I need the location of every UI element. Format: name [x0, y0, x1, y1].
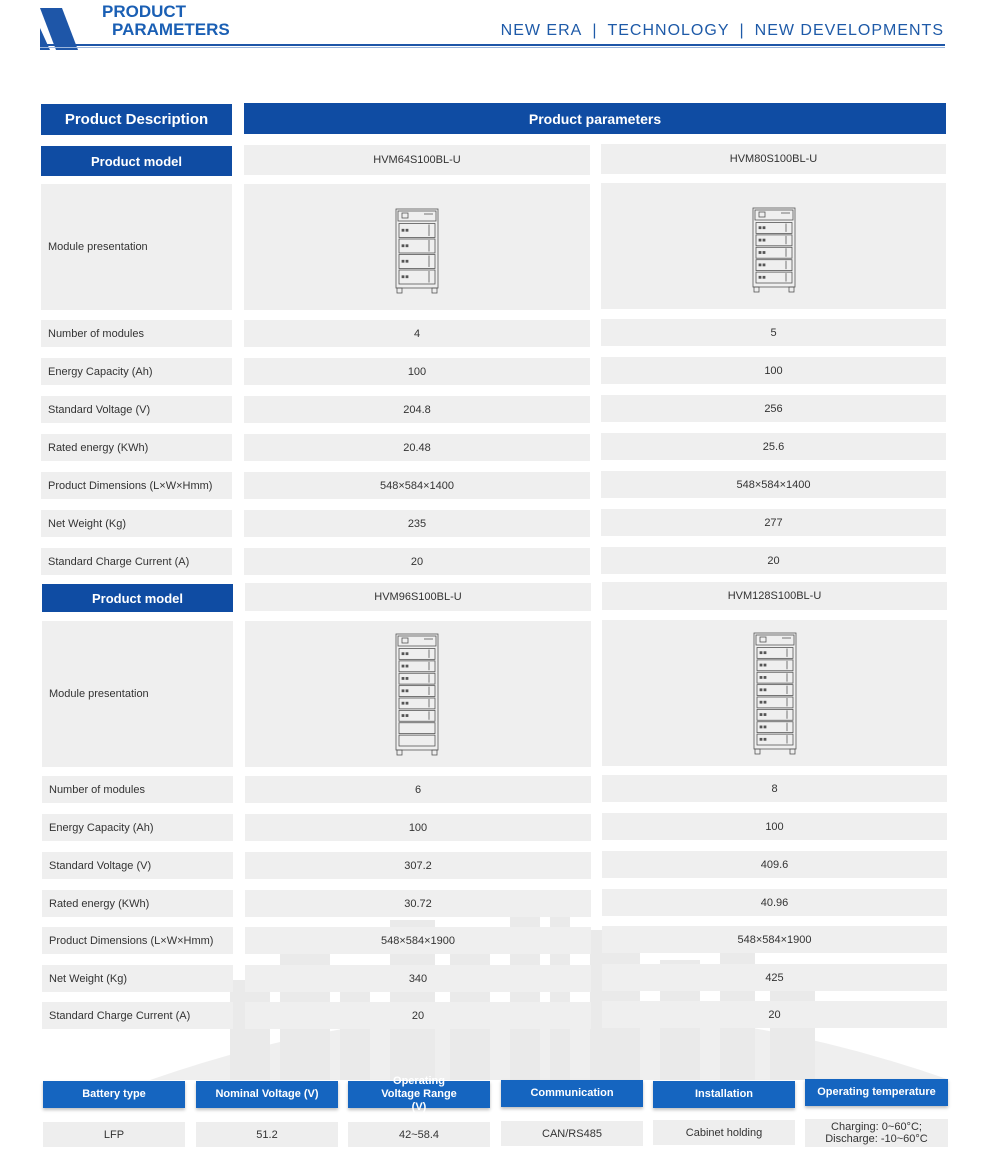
nominal-voltage-head: Nominal Voltage (V): [196, 1081, 338, 1108]
capacity-value: 100: [244, 358, 590, 385]
battery-type-value: LFP: [43, 1122, 185, 1147]
current-value: 20: [244, 548, 590, 575]
header-tagline: [501, 22, 944, 40]
capacity-value: 100: [601, 357, 946, 384]
product-model-label: Product model: [42, 584, 233, 612]
product-model-value: HVM80S100BL-U: [601, 144, 946, 174]
weight-value: 340: [245, 965, 591, 992]
operating-temperature-head: Operating temperature: [805, 1079, 948, 1106]
weight-label: Net Weight (Kg): [42, 965, 233, 992]
voltage-label: Standard Voltage (V): [42, 852, 233, 879]
tag-separator: |: [739, 22, 745, 39]
dimensions-value: 548×584×1900: [245, 927, 591, 954]
energy-value: 20.48: [244, 434, 590, 461]
title-line-2: PARAMETERS: [112, 20, 230, 39]
modules-label: Number of modules: [42, 776, 233, 803]
tag-new-era: NEW ERA: [500, 22, 583, 39]
header-divider: [40, 44, 945, 46]
product-model-value: HVM64S100BL-U: [244, 145, 590, 175]
battery-type-head: Battery type: [43, 1081, 185, 1108]
capacity-value: 100: [602, 813, 947, 840]
weight-value: 277: [601, 509, 946, 536]
energy-value: 30.72: [245, 890, 591, 917]
product-model-value: HVM128S100BL-U: [602, 582, 947, 610]
current-value: 20: [245, 1002, 591, 1029]
weight-label: Net Weight (Kg): [41, 510, 232, 537]
operating-temperature-value: Charging: 0~60°C; Discharge: -10~60°C: [805, 1119, 948, 1147]
weight-value: 235: [244, 510, 590, 537]
voltage-value: 307.2: [245, 852, 591, 879]
weight-value: 425: [602, 964, 947, 991]
modules-value: 6: [245, 776, 591, 803]
operating-voltage-head: Operating Voltage Range (V): [348, 1081, 490, 1108]
battery-cabinet-4-icon: [394, 207, 440, 295]
nominal-voltage-value: 51.2: [196, 1122, 338, 1147]
modules-value: 8: [602, 775, 947, 802]
current-label: Standard Charge Current (A): [41, 548, 232, 575]
communication-value: CAN/RS485: [501, 1121, 643, 1146]
dimensions-label: Product Dimensions (L×W×Hmm): [41, 472, 232, 499]
voltage-label: Standard Voltage (V): [41, 396, 232, 423]
modules-value: 4: [244, 320, 590, 347]
module-presentation-label: Module presentation: [41, 184, 232, 310]
battery-cabinet-5-icon: [751, 206, 797, 294]
dimensions-value: 548×584×1400: [601, 471, 946, 498]
title-line-1: PRODUCT: [102, 2, 187, 21]
capacity-label: Energy Capacity (Ah): [41, 358, 232, 385]
page-title: [102, 3, 230, 39]
tag-technology: TECHNOLOGY: [607, 22, 730, 39]
communication-head: Communication: [501, 1080, 643, 1107]
battery-cabinet-6-icon: [394, 632, 440, 757]
current-value: 20: [602, 1001, 947, 1028]
dimensions-value: 548×584×1400: [244, 472, 590, 499]
installation-value: Cabinet holding: [653, 1120, 795, 1145]
energy-label: Rated energy (KWh): [42, 890, 233, 917]
dimensions-value: 548×584×1900: [602, 926, 947, 953]
dimensions-label: Product Dimensions (L×W×Hmm): [42, 927, 233, 954]
capacity-label: Energy Capacity (Ah): [42, 814, 233, 841]
product-parameters-head: Product parameters: [244, 103, 946, 134]
current-value: 20: [601, 547, 946, 574]
product-description-head: Product Description: [41, 104, 232, 135]
tag-new-developments: NEW DEVELOPMENTS: [754, 22, 944, 39]
voltage-value: 256: [601, 395, 946, 422]
operating-voltage-value: 42~58.4: [348, 1122, 490, 1147]
current-label: Standard Charge Current (A): [42, 1002, 233, 1029]
modules-value: 5: [601, 319, 946, 346]
installation-head: Installation: [653, 1081, 795, 1108]
product-model-value: HVM96S100BL-U: [245, 583, 591, 611]
tag-separator: |: [592, 22, 598, 39]
modules-label: Number of modules: [41, 320, 232, 347]
voltage-value: 204.8: [244, 396, 590, 423]
module-presentation-label: Module presentation: [42, 621, 233, 767]
energy-value: 40.96: [602, 889, 947, 916]
energy-label: Rated energy (KWh): [41, 434, 232, 461]
header-divider-thin: [40, 47, 945, 48]
battery-cabinet-8-icon: [752, 631, 798, 756]
energy-value: 25.6: [601, 433, 946, 460]
product-model-label: Product model: [41, 146, 232, 176]
voltage-value: 409.6: [602, 851, 947, 878]
capacity-value: 100: [245, 814, 591, 841]
